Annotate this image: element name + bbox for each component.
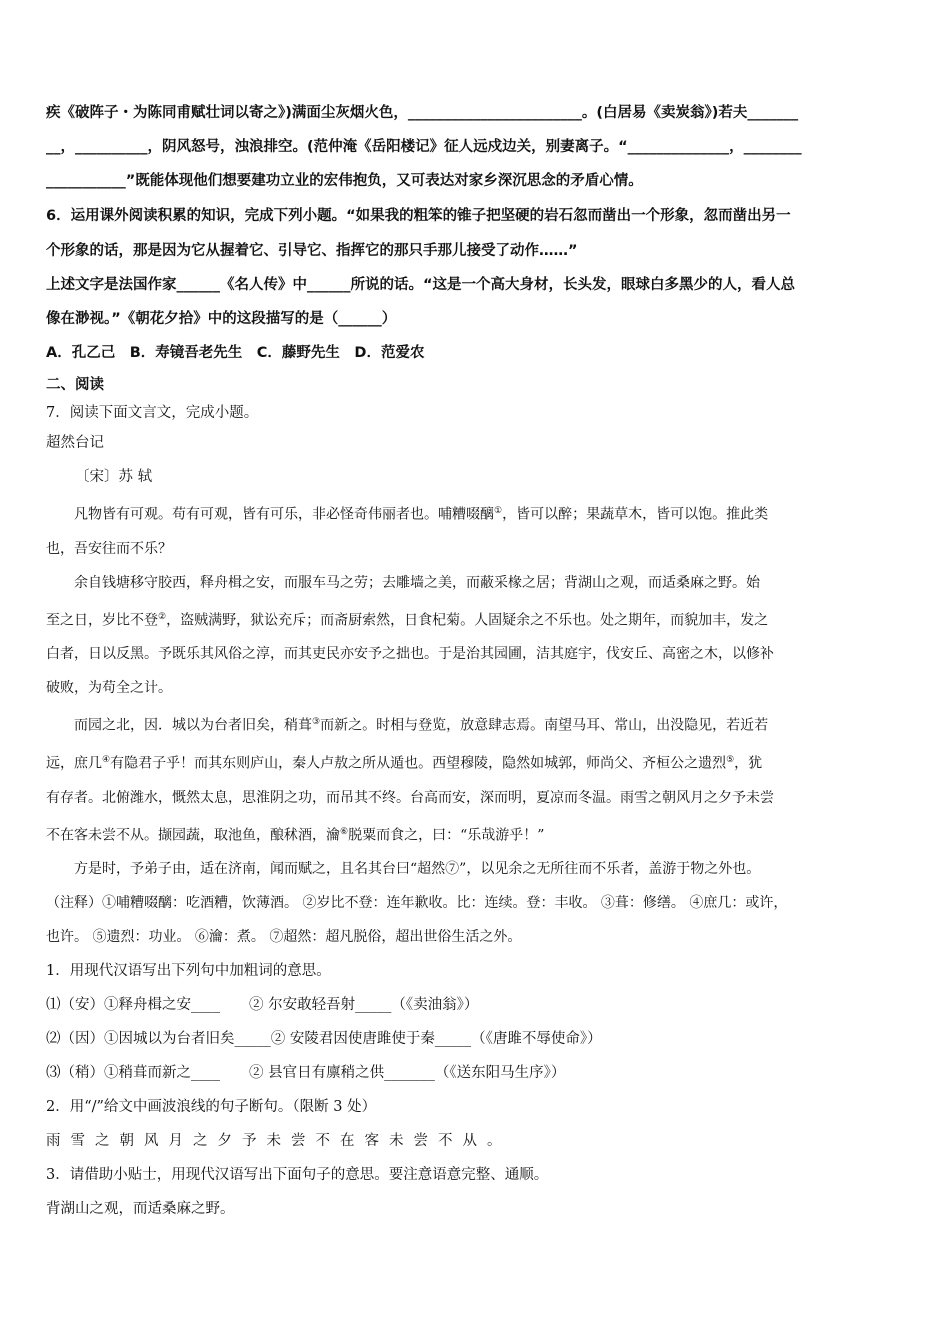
essay-para1-line2: 也，吾安往而不乐？ [46, 540, 172, 557]
q6-stem-line1: 6．运用课外阅读积累的知识，完成下列小题。“如果我的粗笨的锥子把坚硬的岩石忽而凿出一个形象，忽而凿出另一 [46, 208, 791, 224]
q7-stem: 7．阅读下面文言文，完成小题。 [46, 405, 259, 421]
q5-line2: __，__________，阴风怒号，浊浪排空。(范仲淹《岳阳楼记》征人远戍边关，别妻离子。“______________，________ [46, 139, 802, 155]
essay-para3-line1: 而园之北，因．城以为台者旧矣，稍葺③而新之。时相与登览，放意肆志焉。南望马耳、常山，出没隐见，若近若 [74, 717, 769, 734]
subq3-stem: 3．请借助小贴士，用现代汉语写出下面句子的意思。要注意语意完整、通顺。 [46, 1167, 549, 1184]
subq1-b: ⑵（因）①因城以为台者旧矣_____② 安陵君因使唐雎使于秦_____（《唐雎不辱使命》） [46, 1031, 602, 1048]
q6-stem-line2: 个形象的话，那是因为它从握着它、引导它、指挥它的那只手那儿接受了动作……” [46, 243, 578, 259]
q6-question-line1: 上述文字是法国作家______《名人传》中______所说的话。“这是一个高大身材，长头发，眼球白多黑少的人，看人总 [46, 277, 796, 293]
document-page [46, 96, 908, 1226]
essay-para2-line4: 破败，为苟全之计。 [46, 680, 172, 697]
essay-notes-line2: 也许。 ⑤遗烈：功业。 ⑥瀹：煮。 ⑦超然：超凡脱俗，超出世俗生活之外。 [46, 929, 522, 946]
subq2-text: 雨雪之朝风月之夕予未尝不在客未尝不从。 [46, 1133, 512, 1150]
essay-title: 超然台记 [46, 435, 104, 451]
subq3-text: 背湖山之观，而适桑麻之野。 [46, 1201, 235, 1218]
essay-para1-line1: 凡物皆有可观。苟有可观，皆有可乐，非必怪奇伟丽者也。哺糟啜醨①，皆可以醉；果蔬草木，皆可以饱。推此类 [74, 506, 769, 523]
essay-para2-line1: 余自钱塘移守胶西，释舟楫之安，而服车马之劳；去雕墙之美，而蔽采椽之居；背湖山之观，而适桑麻之野。始 [74, 574, 760, 591]
essay-para2-line3: 白者，日以反黑。予既乐其风俗之淳，而其吏民亦安予之拙也。于是治其园圃，洁其庭宇，伐安丘、高密之木，以修补 [46, 646, 774, 663]
q5-line3: ___________”既能体现他们想要建功立业的宏伟抱负，又可表达对家乡深沉思念的矛盾心情。 [46, 173, 643, 189]
essay-para3-line2: 远，庶几④有隐君子乎！而其东则庐山，秦人卢敖之所从遁也。西望穆陵，隐然如城郭，师尚父、齐桓公之遗烈⑤，犹 [46, 754, 763, 772]
subq2-stem: 2．用“/”给文中画波浪线的句子断句。（限断 3 处） [46, 1099, 377, 1116]
subq1-stem: 1．用现代汉语写出下列句中加粗词的意思。 [46, 963, 331, 980]
section-heading: 二、阅读 [46, 377, 104, 393]
essay-para3-line4: 不在客未尝不从。撷园蔬，取池鱼，酿秫酒，瀹⑥脱粟而食之，曰：“乐哉游乎！” [46, 826, 545, 844]
subq1-c: ⑶（稍）①稍葺而新之____ ② 县官日有廪稍之供_______（《送东阳马生序》） [46, 1065, 566, 1082]
essay-para4-line1: 方是时，予弟子由，适在济南，闻而赋之，且名其台曰“超然⑦”，以见余之无所往而不乐者，盖游于物之外也。 [74, 861, 761, 878]
subq1-a: ⑴（安）①释舟楫之安____ ② 尔安敢轻吾射_____（《卖油翁》） [46, 997, 479, 1014]
essay-para3-line3: 有存者。北俯潍水，慨然太息，思淮阴之功，而吊其不终。台高而安，深而明，夏凉而冬温。雨雪之朝风月之夕予未尝 [46, 789, 774, 806]
essay-notes-line1: （注释）①哺糟啜醨：吃酒糟，饮薄酒。 ②岁比不登：连年歉收。比：连续。登：丰收。 ③葺：修缮。 ④庶几：或许， [46, 895, 788, 912]
q6-question-line2: 像在渺视。”《朝花夕拾》中的这段描写的是（______） [46, 311, 397, 327]
q6-options: A．孔乙己 B．寿镜吾老先生 C．藤野先生 D．范爱农 [46, 345, 425, 361]
essay-author: 〔宋〕苏 轼 [75, 469, 153, 485]
q5-line1: 疾《破阵子・为陈同甫赋壮词以寄之》)满面尘灰烟火色，________________________。(白居易《卖炭翁》)若夫_______ [46, 105, 799, 121]
essay-para2-line2: 至之日，岁比不登②，盗贼满野，狱讼充斥；而斋厨索然，日食杞菊。人固疑余之不乐也。处之期年，而貌加丰，发之 [46, 611, 769, 629]
